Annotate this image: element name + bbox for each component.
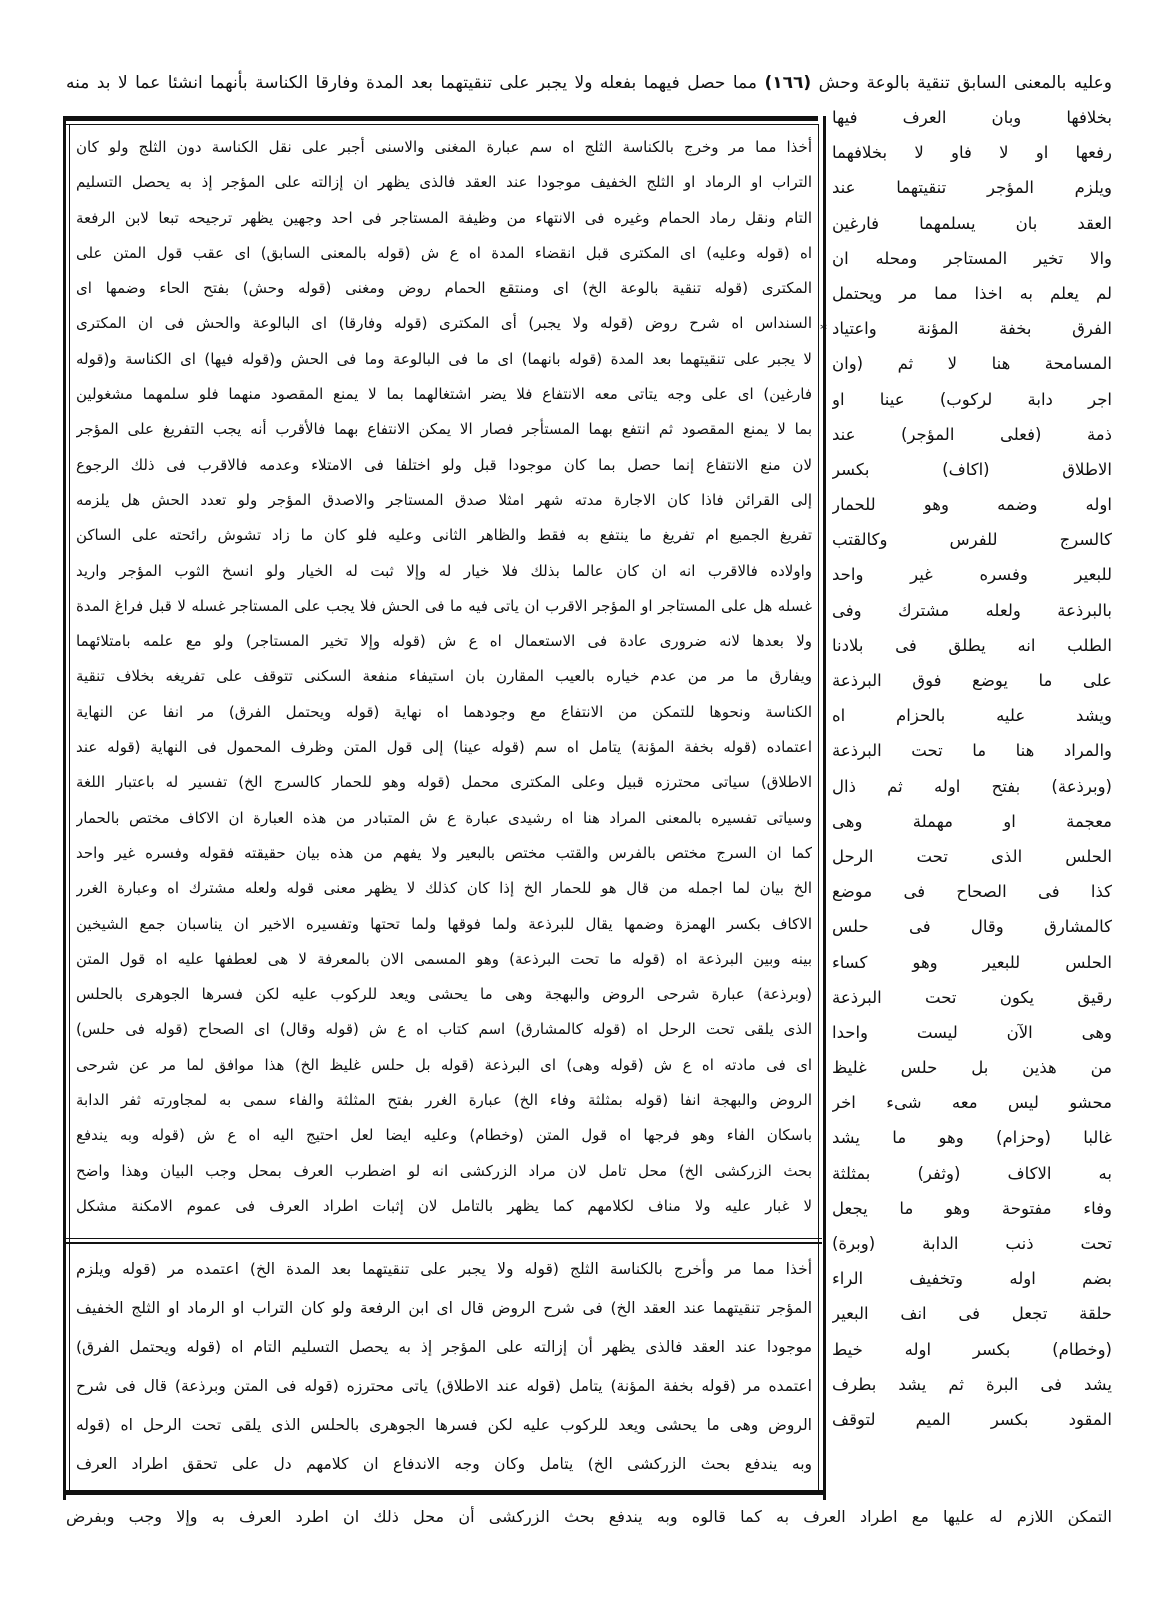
text-line: اى فى مادته اه ع ش (قوله وهى) اى البرذعة (قوله بل حلس غليظ الخ) هذا موافق لما مر عن شرحى [76,1055,812,1074]
text-line: الروض وهى ما يحشى ويعد للركوب عليه لكن فسرها الجوهرى بالحلس الذى يلقى تحت الرحل اه (قوله [76,1416,812,1434]
margin-mark: * [820,322,827,338]
text-line: وسياتى تفسيره بالمعنى المراد هنا اه رشيدى عبارة ع ش المتبادر من هذه العبارة ان الاكاف مختص بالحمار [76,808,812,827]
text-line: الحلس للبعير وهو كساء [832,952,1112,972]
text-line: المؤجر تنقيتهما عند العقد الخ) فى شرح الروض قال اى ابن الرفعة ولو كان التراب او الرماد او الثلج الخفيف [76,1299,812,1317]
text-line: والمراد هنا ما تحت البرذعة [832,741,1112,761]
text-line: ويلزم المؤجر تنقيتهما عند [832,178,1112,198]
text-line: (وبرذعة) بفتح اوله ثم ذال [832,776,1112,796]
middle-rule-thick [66,1242,822,1244]
text-line: أخذا مما مر وخرج بالكناسة الثلج اه سم عبارة المغنى والاسنى أجبر على نقل الكناسة دون الثلج ولو كان [76,138,812,156]
column-separator-thin [818,124,819,1492]
header-line [66,66,1112,100]
text-line: والا تخير المستاجر ومحله ان [832,248,1112,268]
text-line: الذى يلقى تحت الرحل اه (قوله كالمشارق) اسم كتاب اه ع ش (قوله وقال) اى الصحاح (قوله فى حلس) [76,1020,812,1039]
footer-line: التمكن اللازم له عليها مع اطراد العرف به كما قالوه وبه يندفع بحث الزركشى أن محل ذلك ان اطرد العرف به وإلا وجب وبفرض [66,1507,1112,1526]
text-line: وبه يندفع بحث الزركشى الخ) يتامل وكان وجه الاندفاع ان كلامهم دل على تحقق اطراد العرف [76,1455,812,1473]
text-line: معجمة او مهملة وهى [832,811,1112,831]
text-line: العقد بان يسلمهما فارغين [832,213,1112,233]
top-rule [66,116,818,121]
text-line: وفاء مفتوحة وهو ما يجعل [832,1198,1112,1218]
text-line: يشد فى البرة ثم يشد بطرف [832,1374,1112,1394]
text-line: السنداس اه شرح روض (قوله ولا يجبر) أى المكترى (قوله وفارقا) اى البالوعة والحش فى ان المكترى [76,314,812,333]
left-frame-rule [63,116,66,1500]
text-line: كالمشارق وقال فى حلس [832,917,1112,937]
text-line: الكناسة ونحوها للتمكن من الانتفاع مع وجودهما اه نهاية (قوله ويحتمل الفرق) مر انفا عن النهاية [76,702,812,721]
text-line: بالبرذعة ولعله مشترك وفى [832,600,1112,620]
text-line: ذمة (فعلى المؤجر) عند [832,424,1112,444]
text-line: لا يجبر على تنقيتهما بعد المدة (قوله بانهما) اى ما فى البالوعة وما فى الحش و(قوله فيها) اى الكناسة و(قوله [76,349,812,368]
text-line: محشو ليس معه شىء اخر [832,1093,1112,1113]
text-line: لا غبار عليه ولا مناف لكلامهم كما يظهر بالتامل لان إثبات اطراد العرف فى عموم الامكنة مشكل [76,1196,812,1215]
text-line: الاكاف بكسر الهمزة وضمها يقال للبرذعة ولما فوقها ولما تحتها وتفسيره الاخير ان يناسبان جمع الشيخين [76,914,812,933]
main-commentary-box [76,130,812,1224]
text-line: كذا فى الصحاح فى موضع [832,882,1112,902]
left-frame-rule-thin [69,124,70,1492]
text-line: اه (قوله وعليه) اى المكترى قبل انقضاء المدة اه ع ش (قوله بالمعنى السابق) اى عقب قول المتن على [76,243,812,262]
text-line: غالبا (وحزام) وهو ما يشد [832,1128,1112,1148]
text-line: بضم اوله وتخفيف الراء [832,1269,1112,1289]
text-line: رقيق يكون تحت البرذعة [832,987,1112,1007]
text-line: بما لا يمنع المقصود ثم انتفع بهما المستأجر فصار الا يمكن الانتفاع بهما فالأقرب أنه يجب التفريغ على المؤجر [76,420,812,439]
text-line: للبعير وفسره غير واحد [832,565,1112,585]
text-line: الروض والبهجة انفا (قوله بمثلثة وفاء الخ) عبارة الغرر بفتح المثلثة والفاء سمى به لمجاورته ثفر الدابة [76,1091,812,1110]
text-line: كالسرج للفرس وكالقتب [832,530,1112,550]
text-line: لان منع الانتفاع إنما حصل بما كان موجودا قبل ولو اختلفا فى الامتلاء وعدمه فالاقرب فى ذلك الرجوع [76,455,812,474]
text-line: اوله وضمه وهو للحمار [832,495,1112,515]
text-line: به الاكاف (وثفر) بمثلثة [832,1163,1112,1183]
middle-rule [66,1238,822,1239]
text-line: التام ونقل رماد الحمام وغيره فى الانتهاء من وظيفة المستاجر فى احد وجهين يظهر ترجيحه تبعا لابن الرفعة [76,208,812,227]
text-line: الخ بيان لما اجمله من قال هو للحمار الخ إذا كان كذلك لا يظهر معنى قوله ولعله مشترك اه وعبارة الغرر [76,879,812,898]
text-line: غسله هل على المستاجر او المؤجر الاقرب ان ياتى فيه ما فى الحش فلا يجب على المستاجر غسله لا قبل فراغ المدة [76,596,812,615]
text-line: المسامحة هنا لا ثم (وان [832,354,1112,374]
text-line: المقود بكسر الميم لتوقف [832,1409,1112,1429]
text-line: بخلافها وبان العرف فيها [832,108,1112,127]
text-line: الحلس الذى تحت الرحل [832,846,1112,866]
text-line: باسكان الفاء وهو فرجها اه قول المتن (وخطام) وعليه ايضا لعل احتيج اليه اه ع ش (قوله وبه يندفع [76,1126,812,1145]
top-rule-thin [66,124,818,125]
text-line: إلى القرائن فاذا كان الاجارة مدته شهر امثلا صدق المستاجر والاصدق المؤجر ولو تعدد الحش هل يلزمه [76,490,812,509]
page-number: (١٦٦) [764,73,812,93]
lower-commentary-box [76,1250,812,1484]
text-line: بحث الزركشى الخ) محل تامل لان مراد الزركشى انه لو اضطرب العرف بمحل وجب البيان وهذا واضح [76,1161,812,1180]
header-text-after: مما حصل فيهما بفعله ولا يجبر على تنقيتهما بعد المدة وفارقا الكناسة بأنهما انشئا عما لا بد منه [66,73,757,93]
text-line: (وبرذعة) عبارة شرحى الروض والبهجة وهى ما يحشى ويعد للركوب عليه لكن فسرها الجوهرى بالحلس [76,985,812,1004]
text-line: رفعها او لا فاو لا بخلافهما [832,143,1112,163]
text-line: كما ان السرج مختص بالفرس والقتب مختص بالبعير ولا يفهم من هذه بيان حقيقته فقوله وفسره غير واحد [76,843,812,862]
text-line: واولاده فالاقرب انه ان كان عالما بذلك فلا خيار له وإلا ثبت له الخيار ولو انسخ الثوب المؤجر واريد [76,561,812,580]
text-line: وهى الآن ليست واحدا [832,1022,1112,1042]
text-line: الطلب انه يطلق فى بلادنا [832,635,1112,655]
text-line: اعتمده مر (قوله بخفة المؤنة) يتامل (قوله عند الاطلاق) ياتى محترزه (قوله فى المتن وبرذعة) قال فى شرح [76,1377,812,1395]
text-line: فارغين) اى على وجه يتاتى معه الانتفاع فلا يضر اشتغالهما بما لا يمنع المقصود منهما فلو سلمهما مشغولين [76,385,812,404]
text-line: ويشد عليه بالحزام اه [832,706,1112,726]
text-line: ويفارق ما مر من عدم خياره بالعيب المقارن بان استيفاء منفعة السكنى تتوقف على تفريغه بخلاف تنقية [76,667,812,686]
side-column-matn [832,100,1112,1437]
text-line: موجودا عند العقد فالذى يظهر أن إزالته على المؤجر إذ به يحصل التسليم التام اه (قوله ويحتمل الفرق) [76,1338,812,1356]
text-line: حلقة تجعل فى انف البعير [832,1304,1112,1324]
text-line: ولا بعدها لانه ضرورى عادة فى الاستعمال اه ع ش (قوله وإلا تخير المستاجر) ولو مع علمه بامتلائهما [76,632,812,651]
text-line: اعتماده (قوله بخفة المؤنة) يتامل اه سم (قوله عينا) إلى قول المتن وظرف المحمول فى النهاية (قوله عند [76,738,812,757]
text-line: من هذين بل حلس غليظ [832,1058,1112,1078]
header-text-before: وعليه بالمعنى السابق تنقية بالوعة وحش [818,73,1112,93]
text-line: الاطلاق (اكاف) بكسر [832,459,1112,479]
text-line: التراب او الرماد او الثلج الخفيف موجودا عند العقد فالذى يظهر ان إزالته على المؤجر إذ به يحصل التسليم [76,173,812,192]
text-line: تحت ذنب الدابة (وبرة) [832,1234,1112,1253]
text-line: على ما يوضع فوق البرذعة [832,671,1112,690]
text-line: المكترى (قوله تنقية بالوعة الخ) اى ومنتقع الحمام روض ومغنى (قوله وحش) بفتح الحاء وضمها اى [76,279,812,298]
text-line: لم يعلم به اخذا مما مر ويحتمل [832,283,1112,303]
text-line: بينه وبين البرذعة اه (قوله ما تحت البرذعة) وهو المسمى الان بالمعرفة لا هى لعطفها عليه اه قول المتن [76,949,812,968]
text-line: الفرق بخفة المؤنة واعتياد [832,319,1112,339]
text-line: (وخطام) بكسر اوله خيط [832,1339,1112,1359]
text-line: اجر دابة لركوب) عينا او [832,389,1112,409]
text-line: الاطلاق) سياتى محترزه قبيل وعلى المكترى محمل (قوله وهو للحمار كالسرج الخ) تفسير له باعتبار اللغة [76,773,812,792]
text-line: أخذا مما مر وأخرج بالكناسة الثلج (قوله ولا يجبر على تنقيتهما بعد المدة الخ) اعتمده مر (قوله ويلزم [76,1260,812,1278]
bottom-rule [66,1490,826,1495]
text-line: تفريغ الجميع ام تفريغ ما ينتفع به فقط والظاهر الثانى وعليه فلو كان ما زاد تشوش رائحته على الساكن [76,526,812,545]
